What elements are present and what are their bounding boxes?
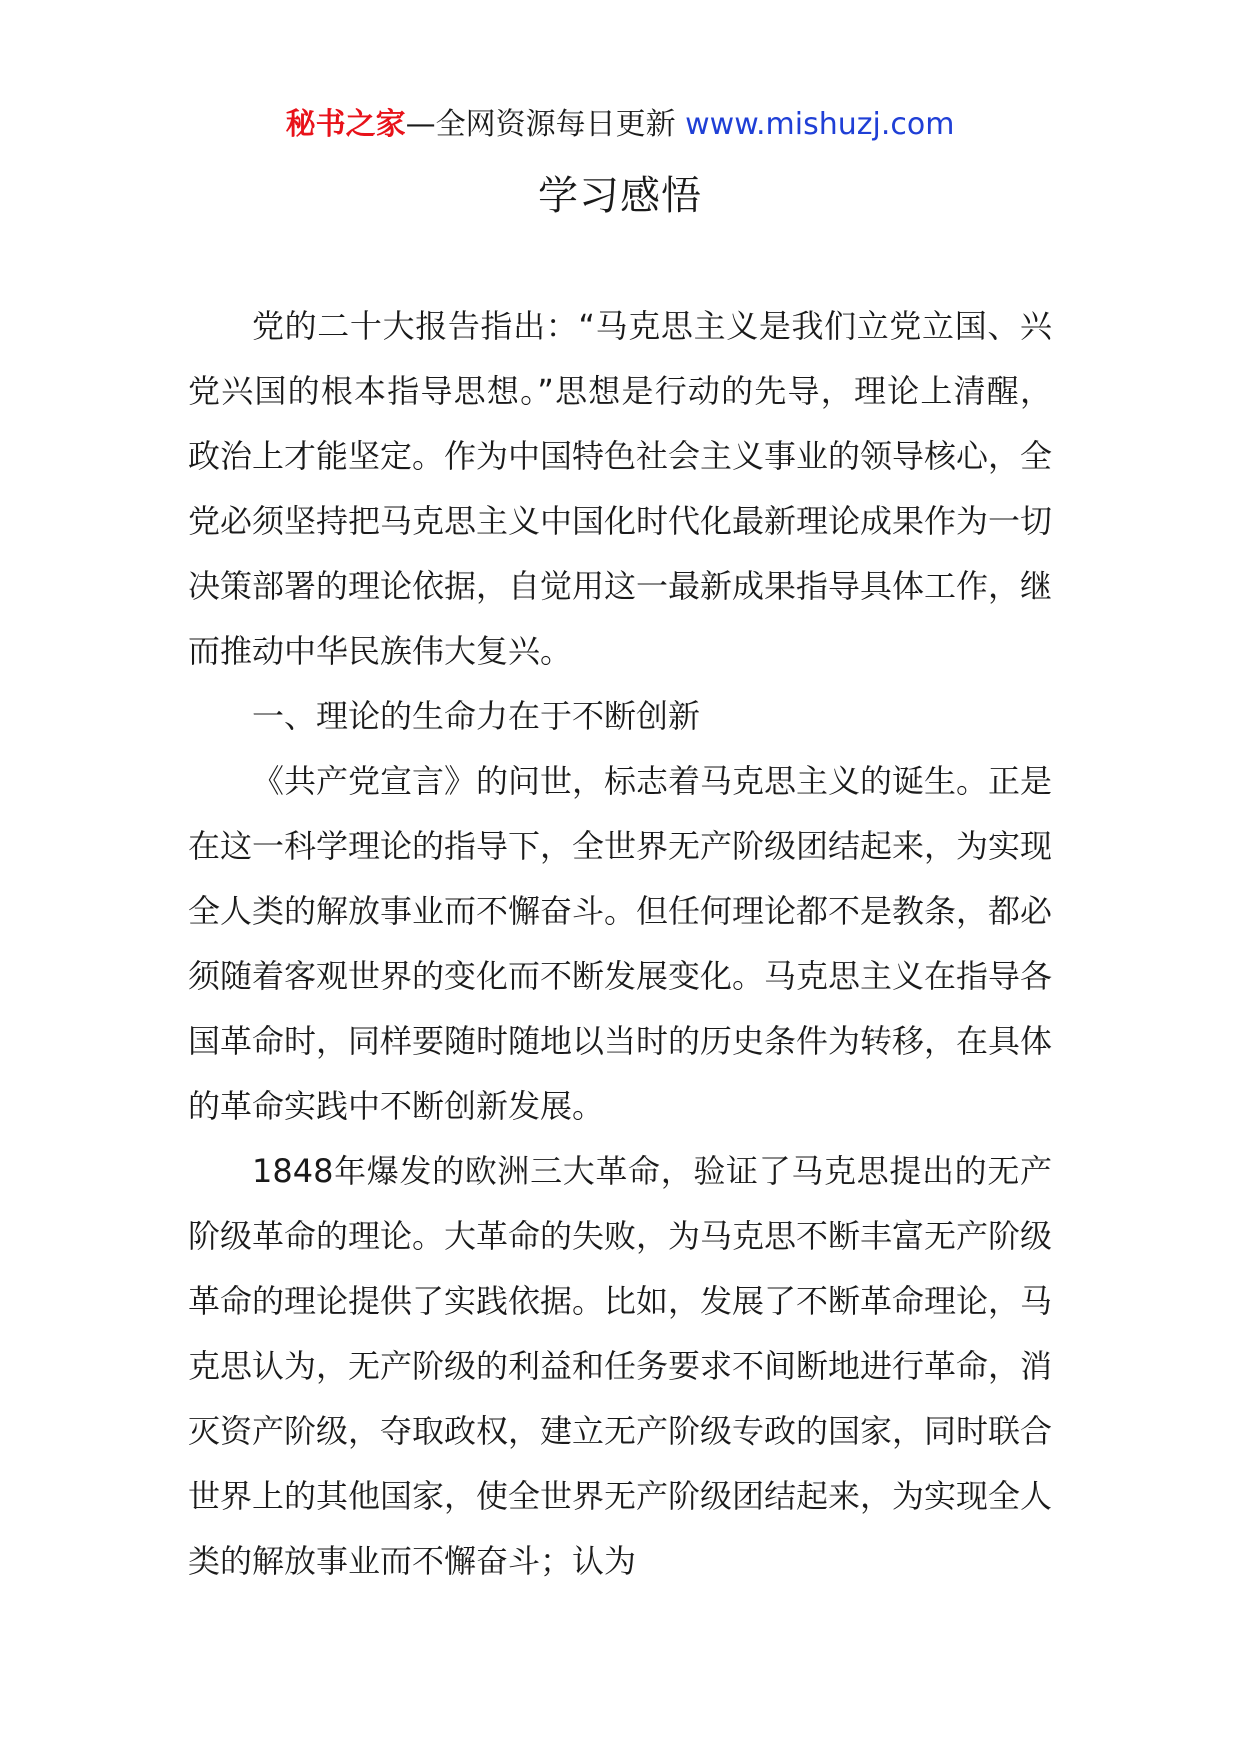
document-title: 学习感悟 [538, 173, 702, 219]
site-url-link[interactable]: www.mishuzj.com [685, 107, 955, 142]
site-tagline: —全网资源每日更新 [405, 107, 686, 142]
paragraph-intro: 党的二十大报告指出：“马克思主义是我们立党立国、兴党兴国的根本指导思想。”思想是行动的先导，理论上清醒，政治上才能坚定。作为中国特色社会主义事业的领导核心，全党必须坚持把马克思主义中国化时代化最新理论成果作为一切决策部署的理论依据，自觉用这一最新成果指导具体工作，继而推动中华民族伟大复兴。 [188, 307, 1053, 670]
paragraph-manifesto: 《共产党宣言》的问世，标志着马克思主义的诞生。正是在这一科学理论的指导下，全世界无产阶级团结起来，为实现全人类的解放事业而不懈奋斗。但任何理论都不是教条，都必须随着客观世界的变化而不断发展变化。马克思主义在指导各国革命时，同样要随时随地以当时的历史条件为转移，在具体的革命实践中不断创新发展。 [188, 762, 1053, 1125]
site-brand: 秘书之家 [285, 107, 406, 142]
paragraph-1848-revolution: 1848年爆发的欧洲三大革命，验证了马克思提出的无产阶级革命的理论。大革命的失败，为马克思不断丰富无产阶级革命的理论提供了实践依据。比如，发展了不断革命理论，马克思认为，无产阶级的利益和任务要求不间断地进行革命，消灭资产阶级，夺取政权，建立无产阶级专政的国家，同时联合世界上的其他国家，使全世界无产阶级团结起来，为实现全人类的解放事业而不懈奋斗；认为 [188, 1152, 1053, 1580]
site-header [0, 103, 1240, 147]
document-body [188, 294, 1052, 1594]
section-heading-1: 一、理论的生命力在于不断创新 [252, 697, 701, 735]
